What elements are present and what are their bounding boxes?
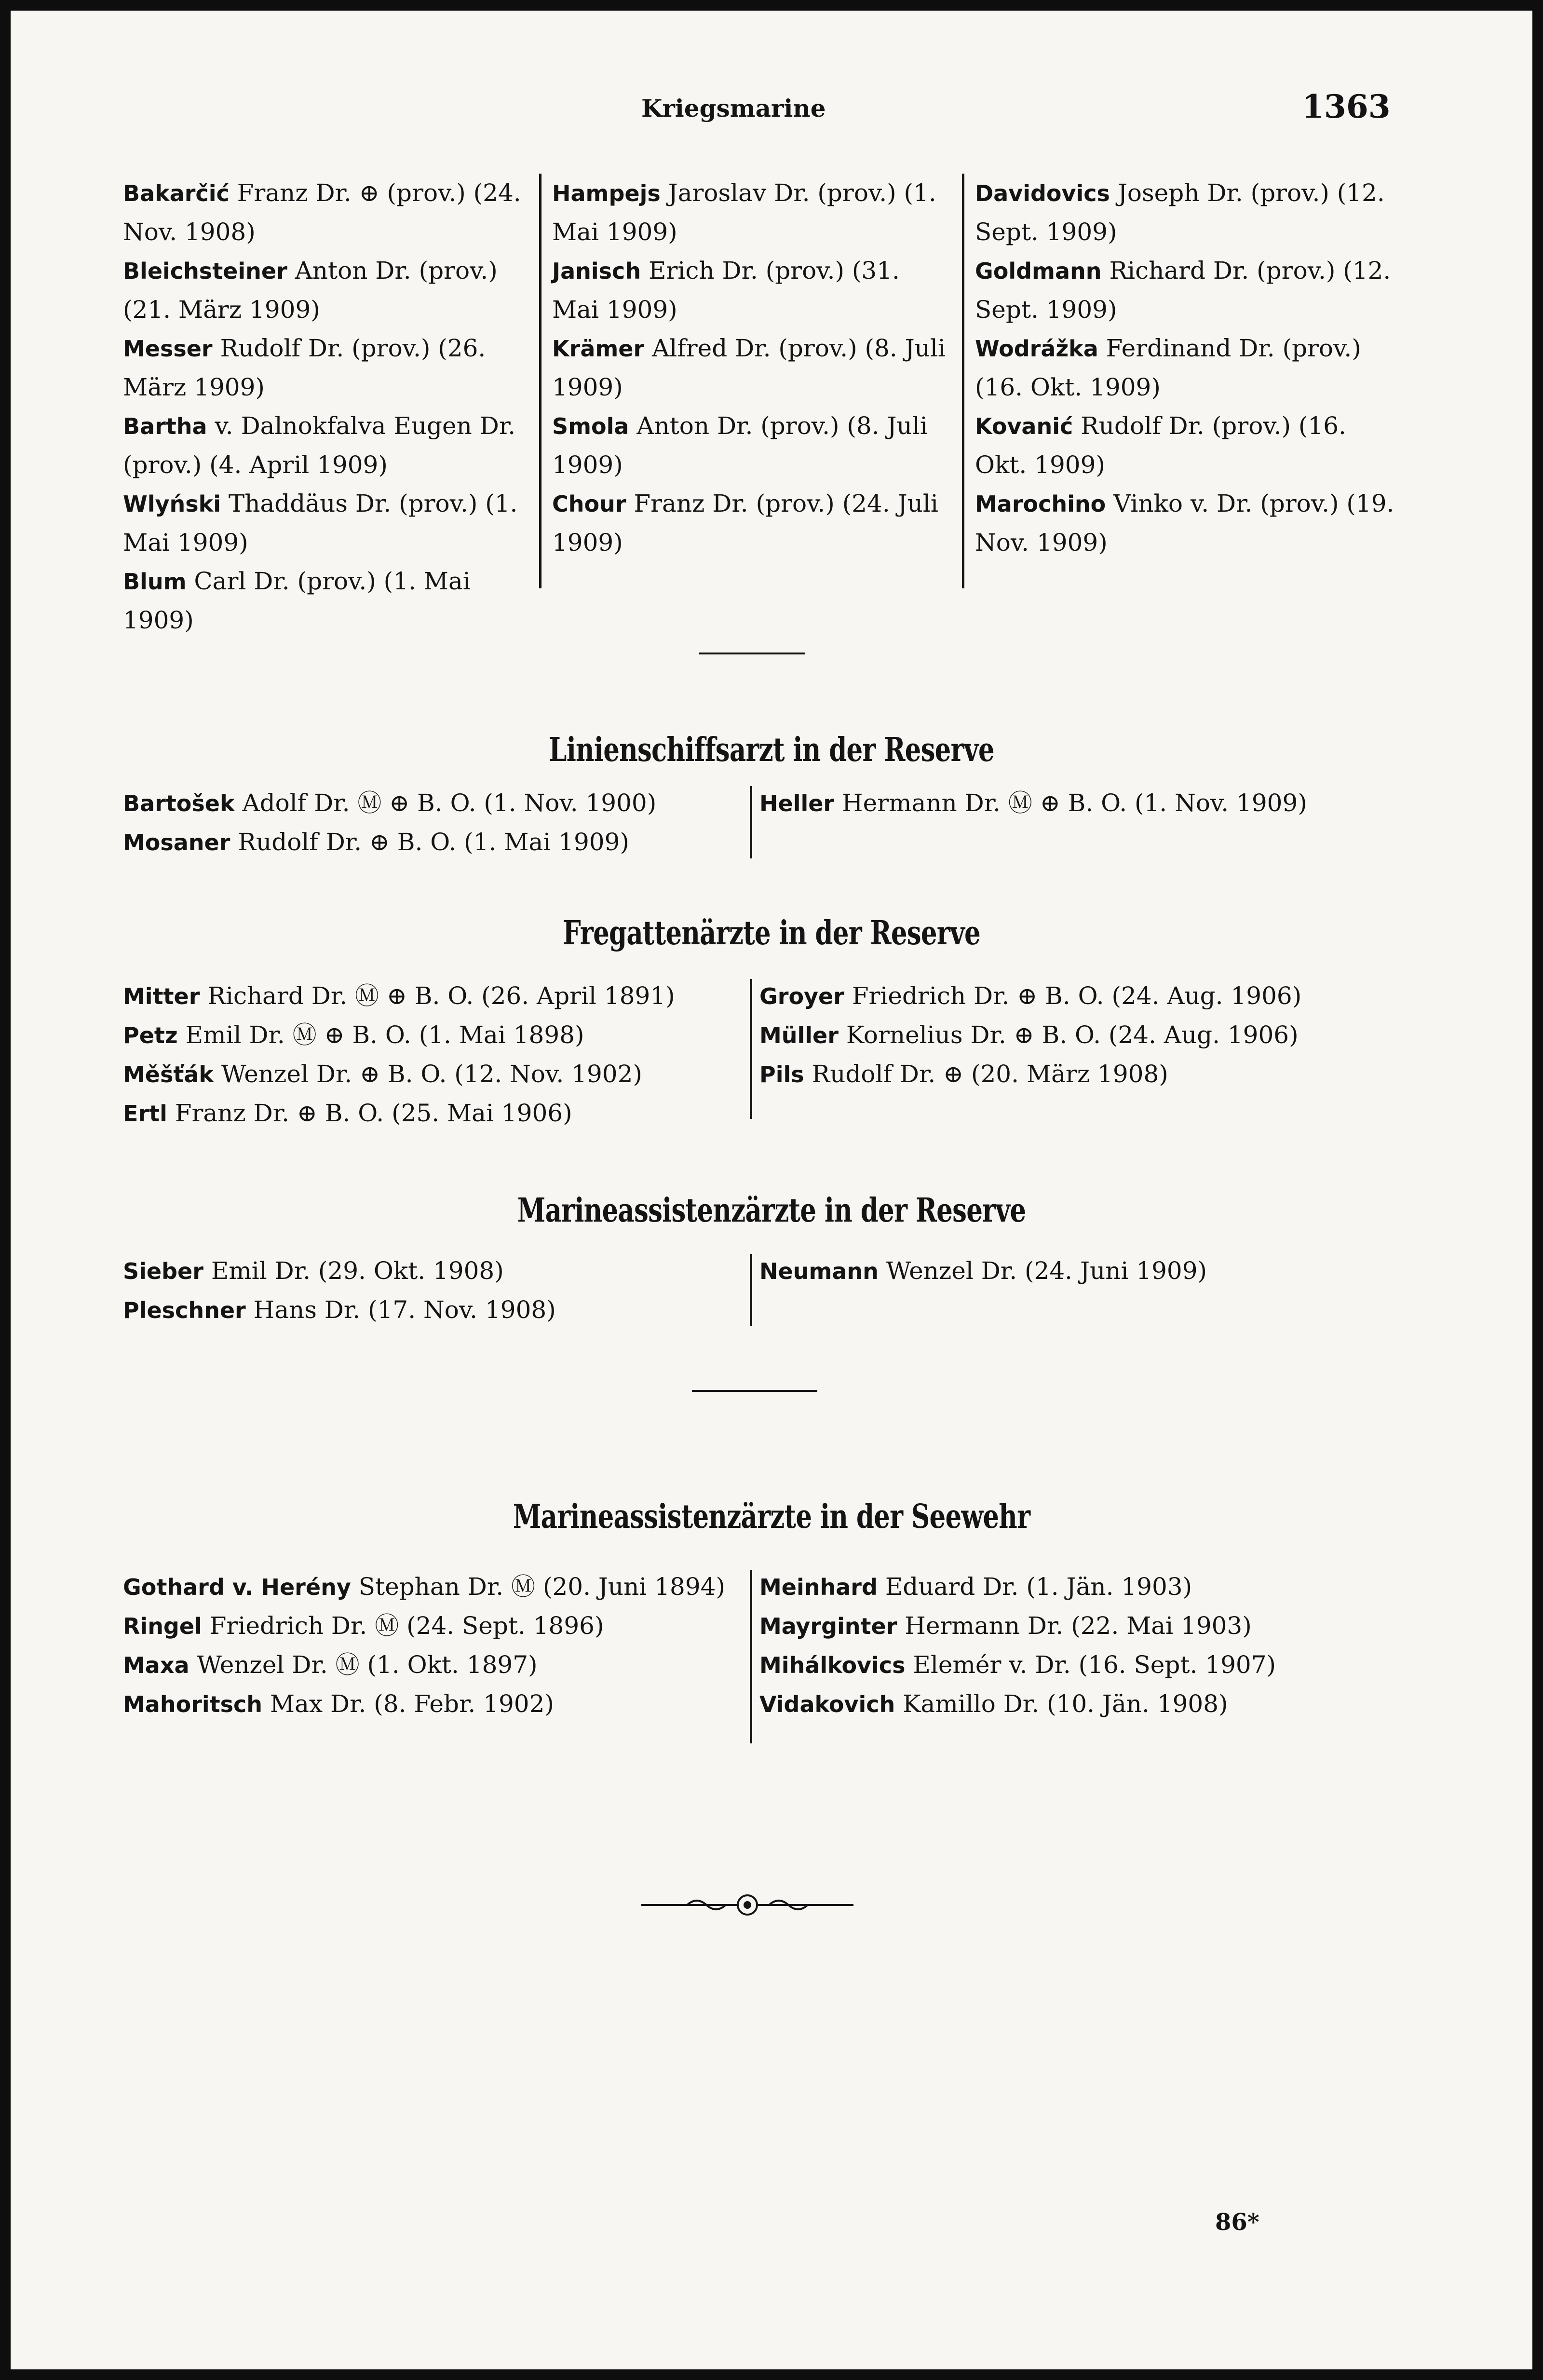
entry: Wlyński Thaddäus Dr. (prov.) (1. Mai 1909) (123, 490, 518, 557)
entry: Mahoritsch Max Dr. (8. Febr. 1902) (123, 1690, 554, 1718)
column-divider (750, 979, 752, 1119)
entry: Pleschner Hans Dr. (17. Nov. 1908) (123, 1296, 556, 1324)
entry: Ringel Friedrich Dr. Ⓜ (24. Sept. 1896) (123, 1612, 604, 1640)
column-divider (539, 174, 541, 588)
entry: Hampejs Jaroslav Dr. (prov.) (1. Mai 1909) (552, 179, 936, 246)
entry: Sieber Emil Dr. (29. Okt. 1908) (123, 1257, 504, 1285)
entry: Neumann Wenzel Dr. (24. Juni 1909) (759, 1257, 1207, 1285)
entry: Meinhard Eduard Dr. (1. Jän. 1903) (759, 1573, 1192, 1601)
entry: Gothard v. Herény Stephan Dr. Ⓜ (20. Juni 1894) (123, 1573, 725, 1601)
section-title: Marineassistenzärzte in der Seewehr (513, 1497, 1030, 1536)
column-divider (750, 1570, 752, 1743)
column-divider (962, 174, 964, 588)
section-right-column (759, 977, 1406, 1094)
section-right-column (759, 1567, 1406, 1724)
entry: Chour Franz Dr. (prov.) (24. Juli 1909) (552, 490, 938, 557)
entry: Maxa Wenzel Dr. Ⓜ (1. Okt. 1897) (123, 1651, 538, 1679)
entry: Ertl Franz Dr. ⊕ B. O. (25. Mai 1906) (123, 1099, 572, 1127)
entry: Marochino Vinko v. Dr. (prov.) (19. Nov. 1909) (975, 490, 1394, 557)
entry: Mihálkovics Elemér v. Dr. (16. Sept. 1907) (759, 1651, 1276, 1679)
section-left-column (123, 1251, 740, 1330)
entry: Kovanić Rudolf Dr. (prov.) (16. Okt. 1909) (975, 412, 1346, 479)
entry: Blum Carl Dr. (prov.) (1. Mai 1909) (123, 567, 471, 634)
section-title: Fregattenärzte in der Reserve (562, 914, 981, 952)
top-column-1 (123, 174, 528, 639)
entry: Heller Hermann Dr. Ⓜ ⊕ B. O. (1. Nov. 1909) (759, 789, 1307, 817)
section-left-column (123, 1567, 740, 1724)
page-number: 1363 (1302, 88, 1391, 125)
page-reference: 86* (1215, 2209, 1259, 2236)
entry: Pils Rudolf Dr. ⊕ (20. März 1908) (759, 1060, 1168, 1088)
entry: Goldmann Richard Dr. (prov.) (12. Sept. 1909) (975, 257, 1391, 324)
entry: Bartošek Adolf Dr. Ⓜ ⊕ B. O. (1. Nov. 1900) (123, 789, 657, 817)
running-header: Kriegsmarine (641, 94, 826, 122)
entry: Bakarčić Franz Dr. ⊕ (prov.) (24. Nov. 1908) (123, 179, 521, 246)
entry: Bartha v. Dalnokfalva Eugen Dr. (prov.) (4. April 1909) (123, 412, 516, 479)
section-rule (692, 1390, 817, 1392)
entry: Vidakovich Kamillo Dr. (10. Jän. 1908) (759, 1690, 1228, 1718)
entry: Müller Kornelius Dr. ⊕ B. O. (24. Aug. 1906) (759, 1021, 1299, 1049)
entry: Mayrginter Hermann Dr. (22. Mai 1903) (759, 1612, 1252, 1640)
entry: Messer Rudolf Dr. (prov.) (26. März 1909) (123, 334, 486, 401)
entry: Wodrážka Ferdinand Dr. (prov.) (16. Okt. 1909) (975, 334, 1361, 401)
entry: Bleichsteiner Anton Dr. (prov.) (21. März 1909) (123, 257, 498, 324)
entry: Mosaner Rudolf Dr. ⊕ B. O. (1. Mai 1909) (123, 828, 629, 856)
entry: Měšťák Wenzel Dr. ⊕ B. O. (12. Nov. 1902) (123, 1060, 642, 1088)
section-rule (699, 653, 805, 654)
entry: Krämer Alfred Dr. (prov.) (8. Juli 1909) (552, 334, 946, 401)
entry: Groyer Friedrich Dr. ⊕ B. O. (24. Aug. 1906) (759, 982, 1302, 1010)
top-column-3 (975, 174, 1399, 562)
entry: Smola Anton Dr. (prov.) (8. Juli 1909) (552, 412, 928, 479)
end-ornament-icon (641, 1890, 853, 1919)
top-column-2 (552, 174, 952, 562)
section-right-column (759, 1251, 1406, 1291)
entry: Janisch Erich Dr. (prov.) (31. Mai 1909) (552, 257, 900, 324)
section-left-column (123, 977, 740, 1133)
section-title: Marineassistenzärzte in der Reserve (517, 1191, 1026, 1230)
section-right-column (759, 784, 1406, 823)
section-left-column (123, 784, 740, 862)
section-title: Linienschiffsarzt in der Reserve (549, 731, 994, 769)
column-divider (750, 1254, 752, 1326)
column-divider (750, 786, 752, 858)
entry: Davidovics Joseph Dr. (prov.) (12. Sept. 1909) (975, 179, 1385, 246)
entry: Mitter Richard Dr. Ⓜ ⊕ B. O. (26. April 1891) (123, 982, 675, 1010)
entry: Petz Emil Dr. Ⓜ ⊕ B. O. (1. Mai 1898) (123, 1021, 584, 1049)
